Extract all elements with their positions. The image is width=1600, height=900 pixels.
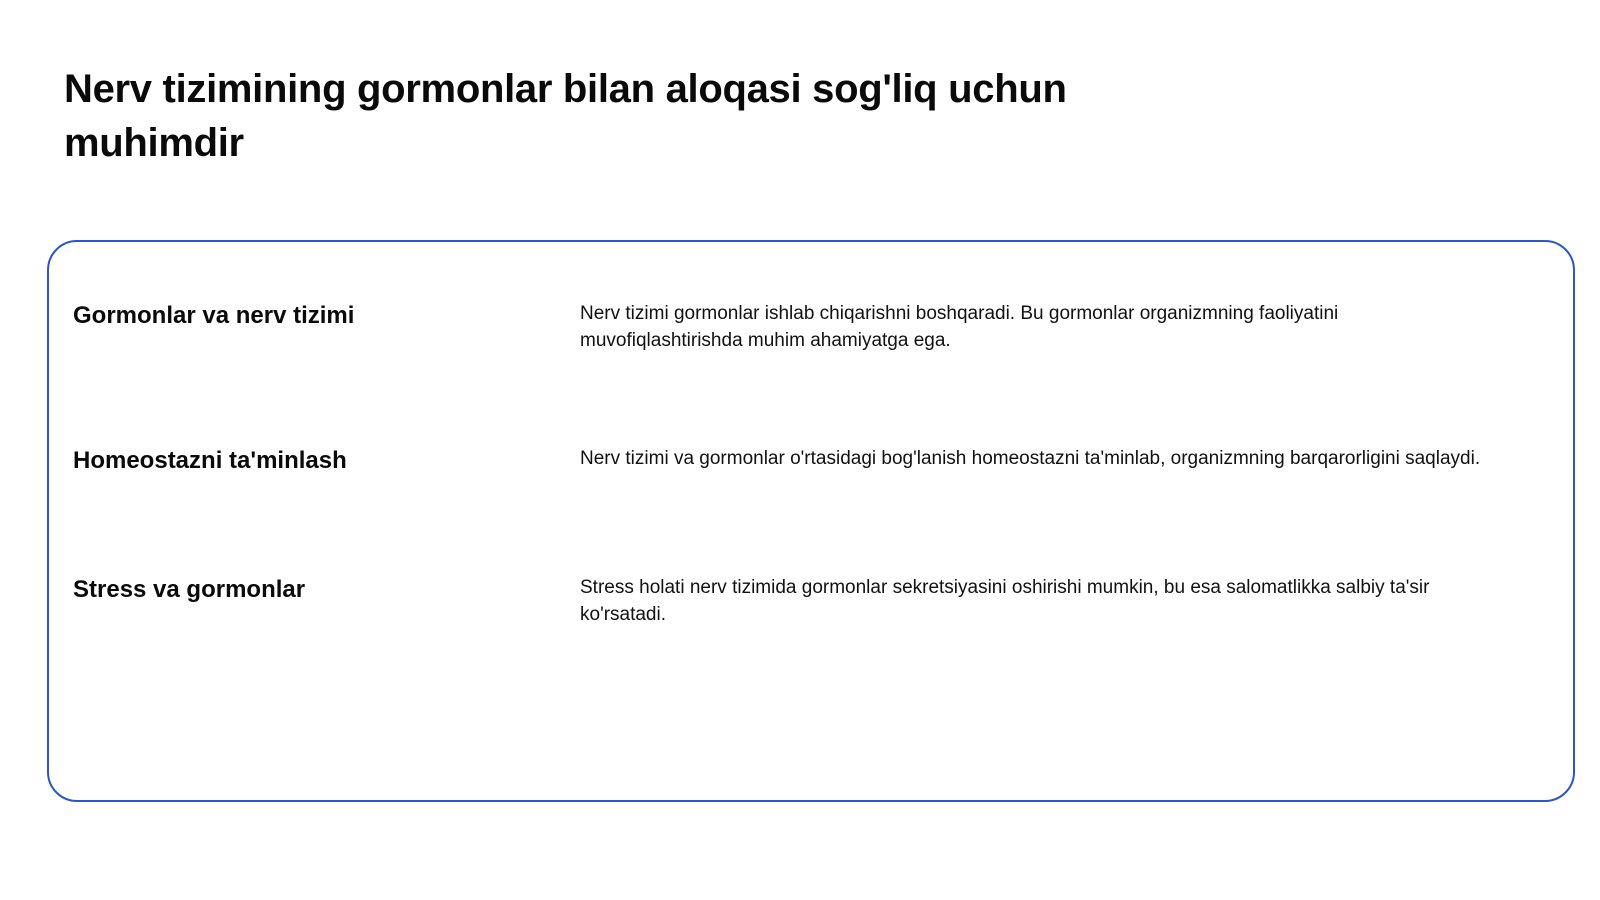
- row-description: Stress holati nerv tizimida gormonlar sekretsiyasini oshirishi mumkin, bu esa salomatlikka salbiy ta'sir ko'rsatadi.: [580, 577, 1430, 625]
- slide-title: Nerv tizimining gormonlar bilan aloqasi sog'liq uchun muhimdir: [64, 67, 1067, 165]
- content-card: [47, 240, 1575, 802]
- row-heading: Stress va gormonlar: [73, 576, 306, 603]
- row-description: Nerv tizimi gormonlar ishlab chiqarishni boshqaradi. Bu gormonlar organizmning faoliyatini muvofiqlashtirishda muhim ahamiyatga ega.: [580, 303, 1339, 351]
- row-description: Nerv tizimi va gormonlar o'rtasidagi bog'lanish homeostazni ta'minlab, organizmning barqarorligini saqlaydi.: [580, 448, 1481, 469]
- row-heading: Homeostazni ta'minlash: [73, 447, 347, 474]
- row-heading: Gormonlar va nerv tizimi: [73, 302, 355, 329]
